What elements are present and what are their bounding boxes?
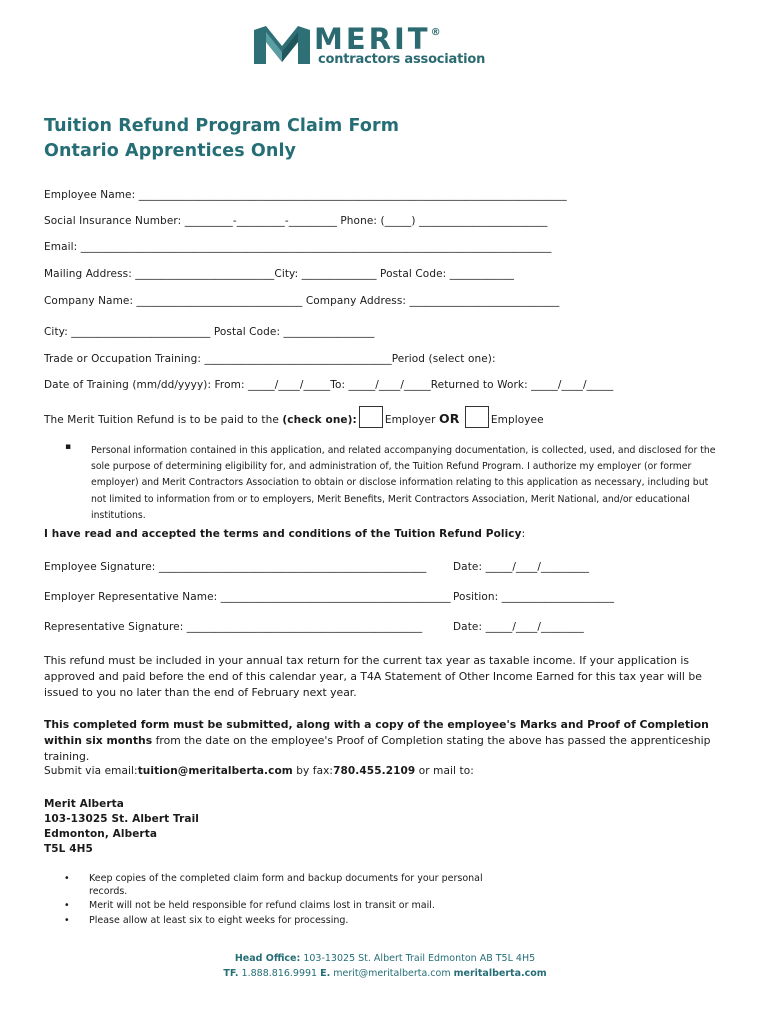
employee-name-field[interactable]: Employee Name: ________________________________________________________________________________ (44, 189, 567, 201)
submit-note-bold: This completed form must be submitted, along with a copy of the employee's Marks and Proof of Completion within six months (44, 718, 709, 747)
employee-label: Employee (490, 414, 544, 426)
note-text: Please allow at least six to eight weeks for processing. (89, 914, 349, 926)
form-subtitle: Ontario Apprentices Only (44, 141, 297, 161)
note-bullet: • (64, 873, 70, 884)
date-training-field[interactable]: Date of Training (mm/dd/yyyy): From: _____/____/_____To: _____/____/_____Returned to Work: _____/____/_____ (44, 379, 614, 391)
footer-website-link[interactable]: meritalberta.com (453, 968, 547, 979)
submit-fax: 780.455.2109 (333, 765, 416, 777)
rep-position-field[interactable]: Position: _____________________ (453, 591, 615, 603)
list-item (64, 915, 494, 928)
footer-tf-label: TF. (223, 968, 239, 979)
employer-label: Employer (384, 414, 436, 426)
footer-tf-text: 1.888.816.9991 (238, 968, 321, 979)
sin-phone-field[interactable]: Social Insurance Number: _________-_________-_________ Phone: (_____) ________________________ (44, 215, 548, 227)
privacy-text: Personal information contained in this application, and related accompanying documentation, is collected, used, and disclosed for the sole purpose of determining eligibility for, and administration of, the Tuition Refund Program. I authorize my employer (or former employer) and Merit Contractors Association to obtain or disclose information relating to this application as necessary, including but not limited to information from or to employers, Merit Benefits, Merit Contractors Association, Merit National, and/or educational institutions. (91, 445, 716, 521)
note-bullet: • (64, 900, 70, 911)
tax-note: This refund must be included in your annual tax return for the current tax year as taxable income. If your application is approved and paid before the end of this calendar year, a T4A Statement of Other Income Earned for this tax year will be issued to you no later than the end of February next year. (44, 654, 702, 699)
form-title: Tuition Refund Program Claim Form (44, 116, 400, 136)
footer-head-label: Head Office: (234, 953, 301, 964)
list-item (64, 900, 494, 913)
accept-terms (44, 528, 525, 540)
email-field[interactable]: Email: ________________________________________________________________________________________ (44, 241, 552, 253)
employer-checkbox[interactable] (359, 406, 383, 428)
logo-word-text: MERIT (314, 22, 431, 56)
paid-to-row (44, 406, 544, 428)
rep-name-field[interactable]: Employer Representative Name: ___________________________________________ (44, 591, 451, 603)
submit-via (44, 765, 474, 777)
merit-m-logo-icon (252, 24, 312, 68)
submit-via-suffix: or mail to: (415, 765, 474, 777)
logo (252, 22, 486, 70)
check-one-label: (check one): (282, 414, 357, 426)
submit-note (44, 717, 734, 765)
submit-via-mid: by fax: (292, 765, 334, 777)
rep-signature-field[interactable]: Representative Signature: ____________________________________________ (44, 621, 423, 633)
footer-head-office (0, 951, 770, 966)
list-item (64, 873, 494, 898)
footer-email-link[interactable]: merit@meritalberta.com (330, 968, 454, 979)
trade-field[interactable]: Trade or Occupation Training: ___________________________________Period (select one): (44, 353, 496, 365)
employee-signature-field[interactable]: Employee Signature: __________________________________________________ (44, 561, 427, 573)
company-field[interactable]: Company Name: _______________________________ Company Address: ____________________________ (44, 295, 560, 307)
logo-word (314, 22, 441, 56)
address-block (44, 797, 199, 857)
employee-date-field[interactable]: Date: _____/____/_________ (453, 561, 590, 573)
or-label: OR (438, 411, 460, 426)
submit-via-prefix: Submit via email: (44, 765, 138, 777)
privacy-bullet: ▪ (65, 442, 72, 452)
footer-contact (0, 966, 770, 981)
accept-colon: : (521, 528, 526, 540)
footer-e-label: E. (320, 968, 331, 979)
city-field[interactable]: City: __________________________ Postal Code: _________________ (44, 326, 375, 338)
accept-terms-text: I have read and accepted the terms and conditions of the Tuition Refund Policy (44, 528, 522, 540)
notes-list (64, 873, 494, 927)
address-line-2: 103-13025 St. Albert Trail (44, 813, 199, 825)
employee-checkbox[interactable] (465, 406, 489, 428)
submit-email-link[interactable]: tuition@meritalberta.com (137, 765, 293, 777)
footer (0, 951, 770, 981)
paid-to-label: The Merit Tuition Refund is to be paid to the (44, 414, 283, 426)
note-bullet: • (64, 914, 70, 926)
logo-tagline: contractors association (318, 52, 486, 67)
footer-head-text: 103-13025 St. Albert Trail Edmonton AB T5L 4H5 (300, 953, 536, 964)
logo-registered: ® (430, 27, 441, 38)
note-text: Keep copies of the completed claim form and backup documents for your personal records. (89, 873, 483, 897)
note-text: Merit will not be held responsible for refund claims lost in transit or mail. (89, 900, 435, 911)
rep-date-field[interactable]: Date: _____/____/________ (453, 621, 584, 633)
submit-note-rest: from the date on the employee's Proof of Completion stating the above has passed the apprenticeship training. (44, 734, 711, 763)
address-line-4: T5L 4H5 (44, 843, 93, 855)
mailing-address-field[interactable]: Mailing Address: __________________________City: ______________ Postal Code: ____________ (44, 268, 514, 280)
address-line-3: Edmonton, Alberta (44, 828, 158, 840)
address-line-1: Merit Alberta (44, 798, 124, 810)
